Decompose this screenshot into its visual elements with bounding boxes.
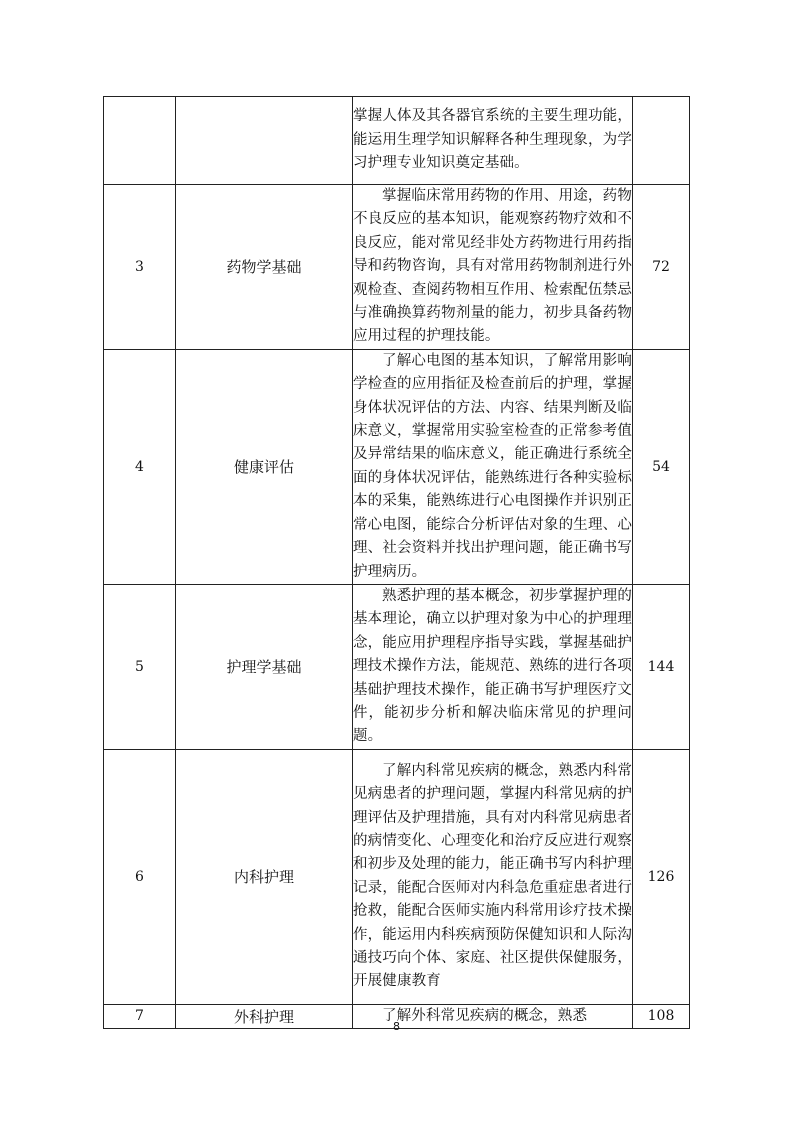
course-description: [353, 584, 633, 749]
course-description: [353, 97, 633, 185]
course-hours: 144: [633, 584, 690, 749]
table-row: [104, 185, 690, 350]
course-description-text: 了解心电图的基本知识，了解常用影响学检查的应用指征及检查前后的护理，掌握身体状况评估的方法、内容、结果判断及临床意义，掌握常用实验室检查的正常参考值及异常结果的临床意义，能正确进行系统全面的身体状况评估，能熟练进行各种实验标本的采集，能熟练进行心电图操作并识别正常心电图，能综合分析评估对象的生理、心理、社会资料并找出护理问题，能正确书写护理病历。: [353, 352, 632, 580]
course-number: 7: [104, 1004, 176, 1028]
course-description-text: 了解外科常见疾病的概念，熟悉: [382, 1007, 588, 1024]
course-hours: 108: [633, 1004, 690, 1028]
course-number: 5: [104, 584, 176, 749]
table-row: [104, 97, 690, 185]
course-name: [176, 97, 353, 185]
course-hours: 126: [633, 749, 690, 1004]
course-number: 6: [104, 749, 176, 1004]
course-description-text: 熟悉护理的基本概念，初步掌握护理的基本理论，确立以护理对象为中心的护理理念，能应用护理程序指导实践，掌握基础护理技术操作方法，能规范、熟练的进行各项基础护理技术操作，能正确书写护理医疗文件，能初步分析和解决临床常见的护理问题。: [353, 587, 632, 745]
course-name: 外科护理: [176, 1004, 353, 1028]
course-description-text: 掌握人体及其各器官系统的主要生理功能，能运用生理学知识解释各种生理现象，为学习护理专业知识奠定基础。: [353, 108, 632, 172]
course-description: [353, 185, 633, 350]
course-name: 内科护理: [176, 749, 353, 1004]
course-name: 药物学基础: [176, 185, 353, 350]
course-hours: [633, 97, 690, 185]
table-row: [104, 584, 690, 749]
table-row: [104, 749, 690, 1004]
course-description-text: 掌握临床常用药物的作用、用途，药物不良反应的基本知识，能观察药物疗效和不良反应，能对常见经非处方药物进行用药指导和药物咨询，具有对常用药物制剂进行外观检查、查阅药物相互作用、检索配伍禁忌与准确换算药物剂量的能力，初步具备药物应用过程的护理技能。: [353, 188, 632, 345]
course-name: 健康评估: [176, 349, 353, 584]
course-description-text: 了解内科常见疾病的概念，熟悉内科常见病患者的护理问题，掌握内科常见病的护理评估及护理措施，具有对内科常见病患者的病情变化、心理变化和治疗反应进行观察和初步及处理的能力，能正确书写内科护理记录，能配合医师对内科急危重症患者进行抢救，能配合医师实施内科常用诊疗技术操作，能运用内科疾病预防保健知识和人际沟通技巧向个体、家庭、社区提供保健服务，开展健康教育: [353, 762, 632, 990]
course-table: [103, 96, 690, 1029]
course-number: 3: [104, 185, 176, 350]
course-number: 4: [104, 349, 176, 584]
page-number: 8: [393, 1020, 400, 1033]
course-name: 护理学基础: [176, 584, 353, 749]
course-number: [104, 97, 176, 185]
table-row: [104, 349, 690, 584]
course-hours: 72: [633, 185, 690, 350]
course-hours: 54: [633, 349, 690, 584]
course-description: [353, 349, 633, 584]
course-description: [353, 749, 633, 1004]
